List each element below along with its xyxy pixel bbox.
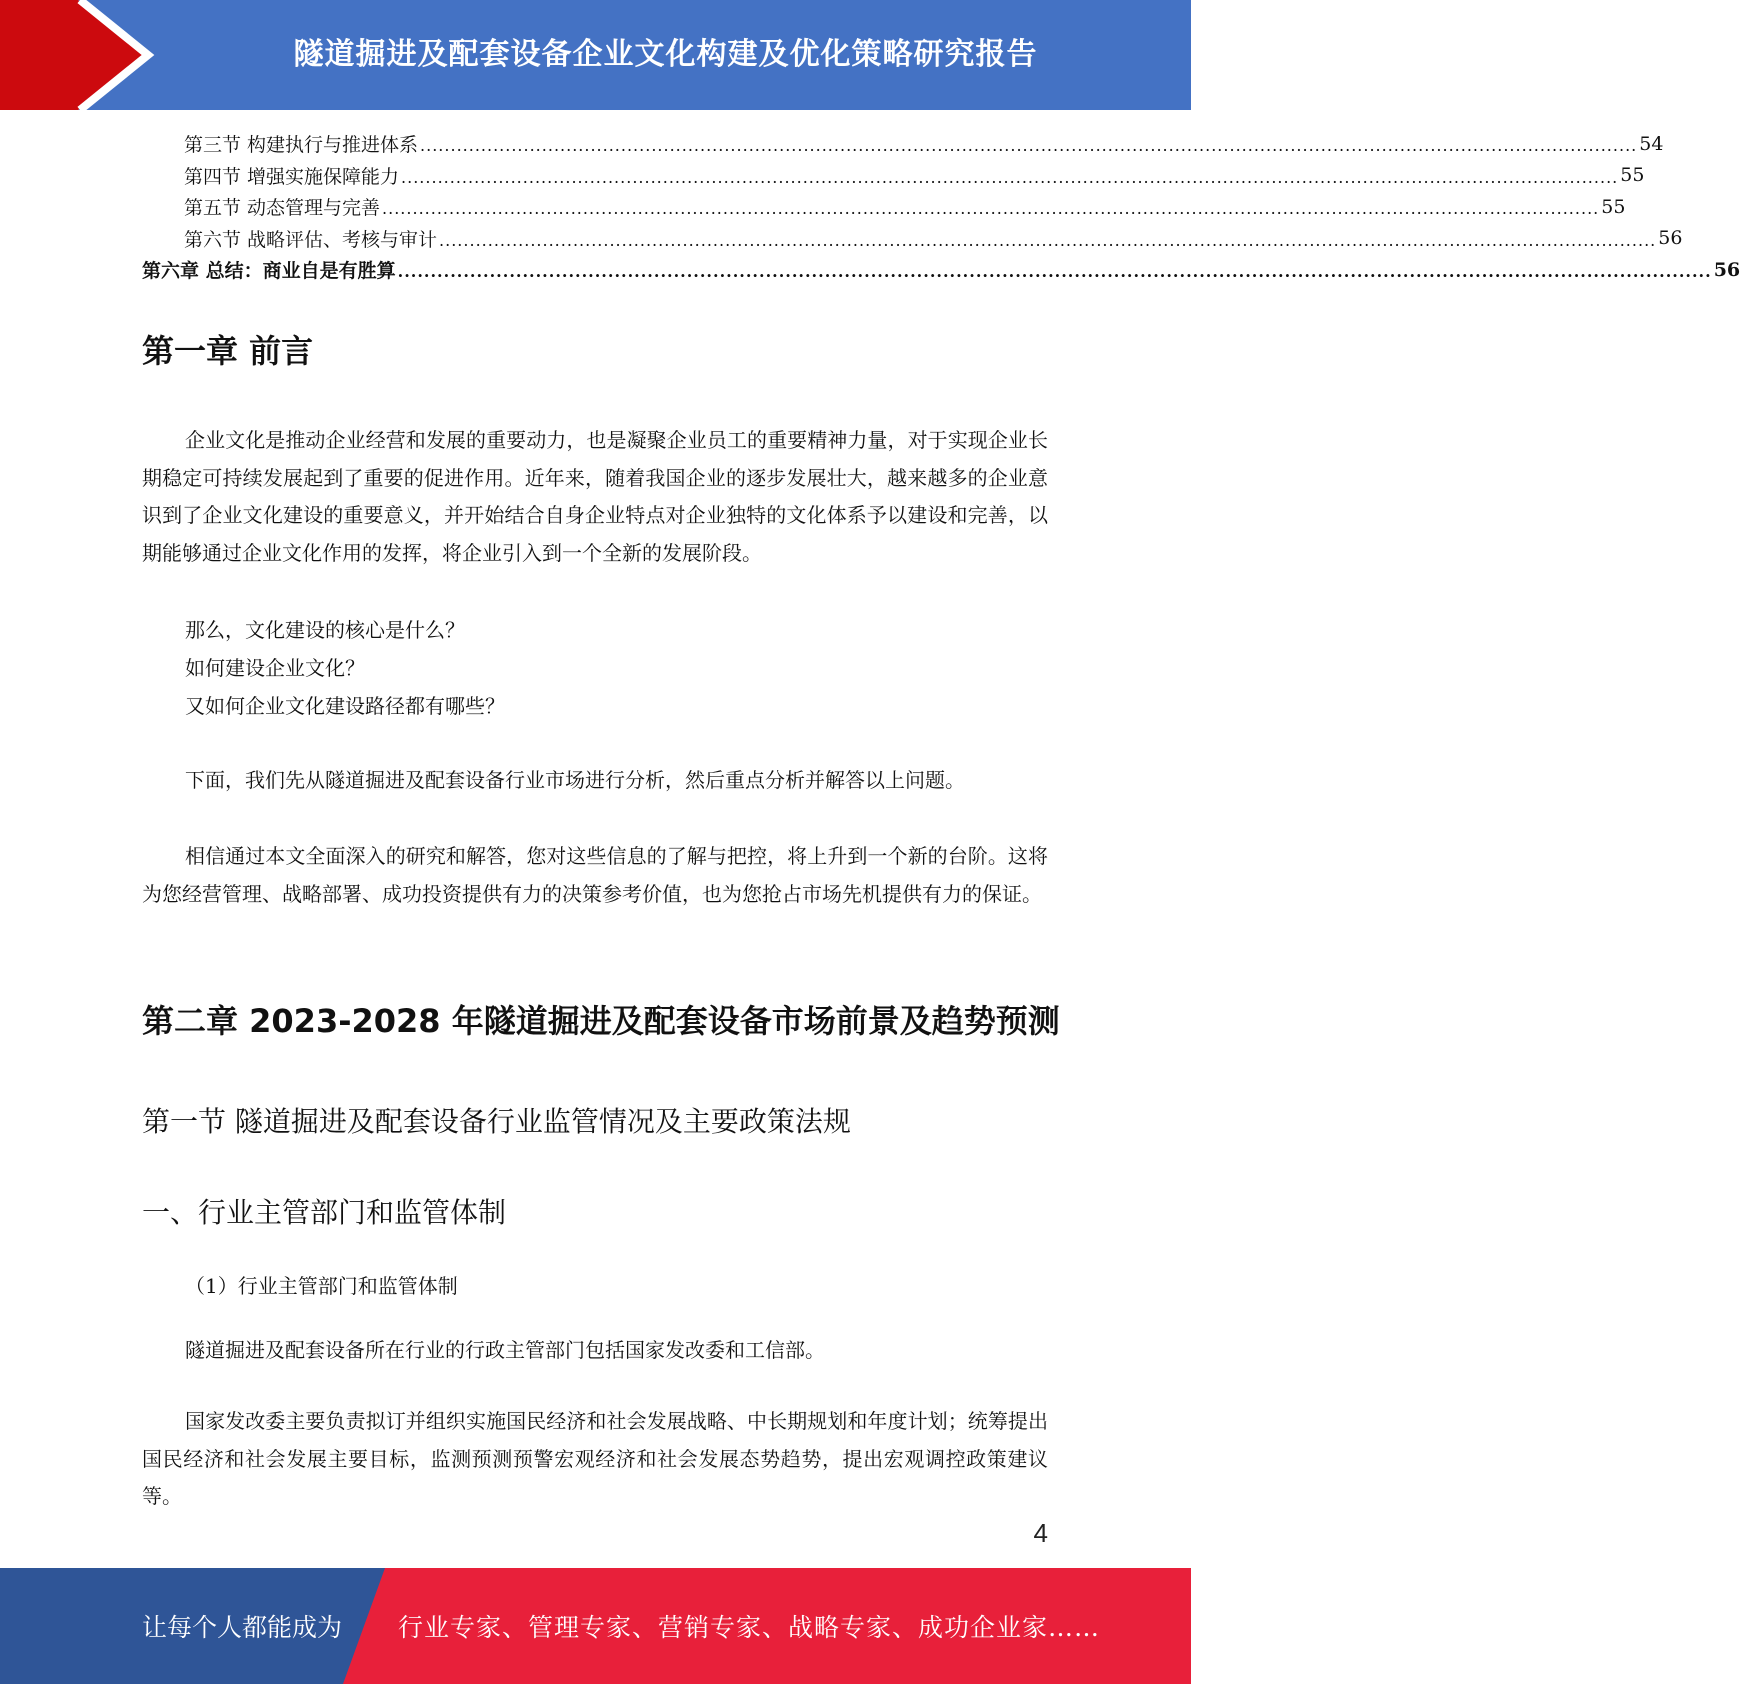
- toc-entry-chapter[interactable]: [142, 254, 1740, 286]
- toc-entry-page: 55: [1620, 164, 1645, 187]
- question-line: 如何建设企业文化？: [185, 656, 365, 680]
- toc-entry-title: 第四节 增强实施保障能力: [184, 165, 400, 188]
- report-title: 隧道掘进及配套设备企业文化构建及优化策略研究报告: [293, 37, 1038, 72]
- toc-entry[interactable]: [142, 160, 1645, 192]
- toc-entry-page: 54: [1639, 132, 1664, 155]
- toc-entry[interactable]: [142, 223, 1683, 255]
- chapter-1-next-paragraph: 下面，我们先从隧道掘进及配套设备行业市场进行分析，然后重点分析并解答以上问题。: [185, 768, 965, 792]
- toc-entry-title: 第五节 动态管理与完善: [184, 197, 381, 220]
- chapter-1-intro-paragraph: 企业文化是推动企业经营和发展的重要动力，也是凝聚企业员工的重要精神力量，对于实现企业长期稳定可持续发展起到了重要的促进作用。近年来，随着我国企业的逐步发展壮大，越来越多的企业意识到了企业文化建设的重要意义，并开始结合自身企业特点对企业独特的文化体系予以建设和完善，以期能够通过企业文化作用的发挥，将企业引入到一个全新的发展阶段。: [142, 428, 1048, 565]
- table-of-contents: [142, 128, 1740, 286]
- subsection-heading: 一、行业主管部门和监管体制: [142, 1196, 507, 1229]
- toc-entry-title: 第三节 构建执行与推进体系: [184, 134, 419, 157]
- toc-entry-title: 第六节 战略评估、考核与审计: [184, 228, 438, 251]
- footer-slogan-right: 行业专家、管理专家、营销专家、战略专家、成功企业家……: [398, 1613, 1101, 1642]
- section-heading: 第一节 隧道掘进及配套设备行业监管情况及主要政策法规: [142, 1105, 851, 1138]
- page-header: [0, 0, 1191, 110]
- footer-slogan-left: 让每个人都能成为: [142, 1613, 343, 1642]
- page-number: 4: [1033, 1518, 1048, 1548]
- chapter-1-closing-paragraph: 相信通过本文全面深入的研究和解答，您对这些信息的了解与把控，将上升到一个新的台阶。这将为您经营管理、战略部署、成功投资提供有力的决策参考价值，也为您抢占市场先机提供有力的保证。: [142, 844, 1048, 906]
- item-heading: （1）行业主管部门和监管体制: [185, 1274, 458, 1298]
- chapter-1-heading: 第一章 前言: [142, 332, 314, 370]
- toc-leader-dots: ........................................................................................................................................................................................................: [397, 262, 1712, 282]
- toc-leader-dots: ........................................................................................................................................................................................................: [382, 199, 1600, 219]
- chapter-2-paragraph: 国家发改委主要负责拟订并组织实施国民经济和社会发展战略、中长期规划和年度计划；统筹提出国民经济和社会发展主要目标，监测预测预警宏观经济和社会发展态势趋势，提出宏观调控政策建议等。: [142, 1409, 1048, 1508]
- toc-entry-page: 56: [1658, 227, 1683, 250]
- toc-leader-dots: ........................................................................................................................................................................................................: [439, 230, 1657, 250]
- toc-entry-page: 56: [1713, 258, 1740, 281]
- question-line: 又如何企业文化建设路径都有哪些？: [185, 694, 505, 718]
- question-line: 那么，文化建设的核心是什么？: [185, 618, 465, 642]
- toc-entry-page: 55: [1601, 195, 1626, 218]
- toc-entry[interactable]: [142, 191, 1626, 223]
- chapter-2-paragraph: 隧道掘进及配套设备所在行业的行政主管部门包括国家发改委和工信部。: [185, 1338, 825, 1362]
- toc-leader-dots: ........................................................................................................................................................................................................: [401, 167, 1619, 187]
- toc-entry-title: 第六章 总结：商业自是有胜算: [142, 260, 396, 283]
- chapter-2-heading: 第二章 2023-2028 年隧道掘进及配套设备市场前景及趋势预测: [142, 1002, 1060, 1040]
- toc-leader-dots: ........................................................................................................................................................................................................: [420, 136, 1638, 156]
- toc-entry[interactable]: [142, 128, 1664, 160]
- page-footer: [0, 1568, 1191, 1684]
